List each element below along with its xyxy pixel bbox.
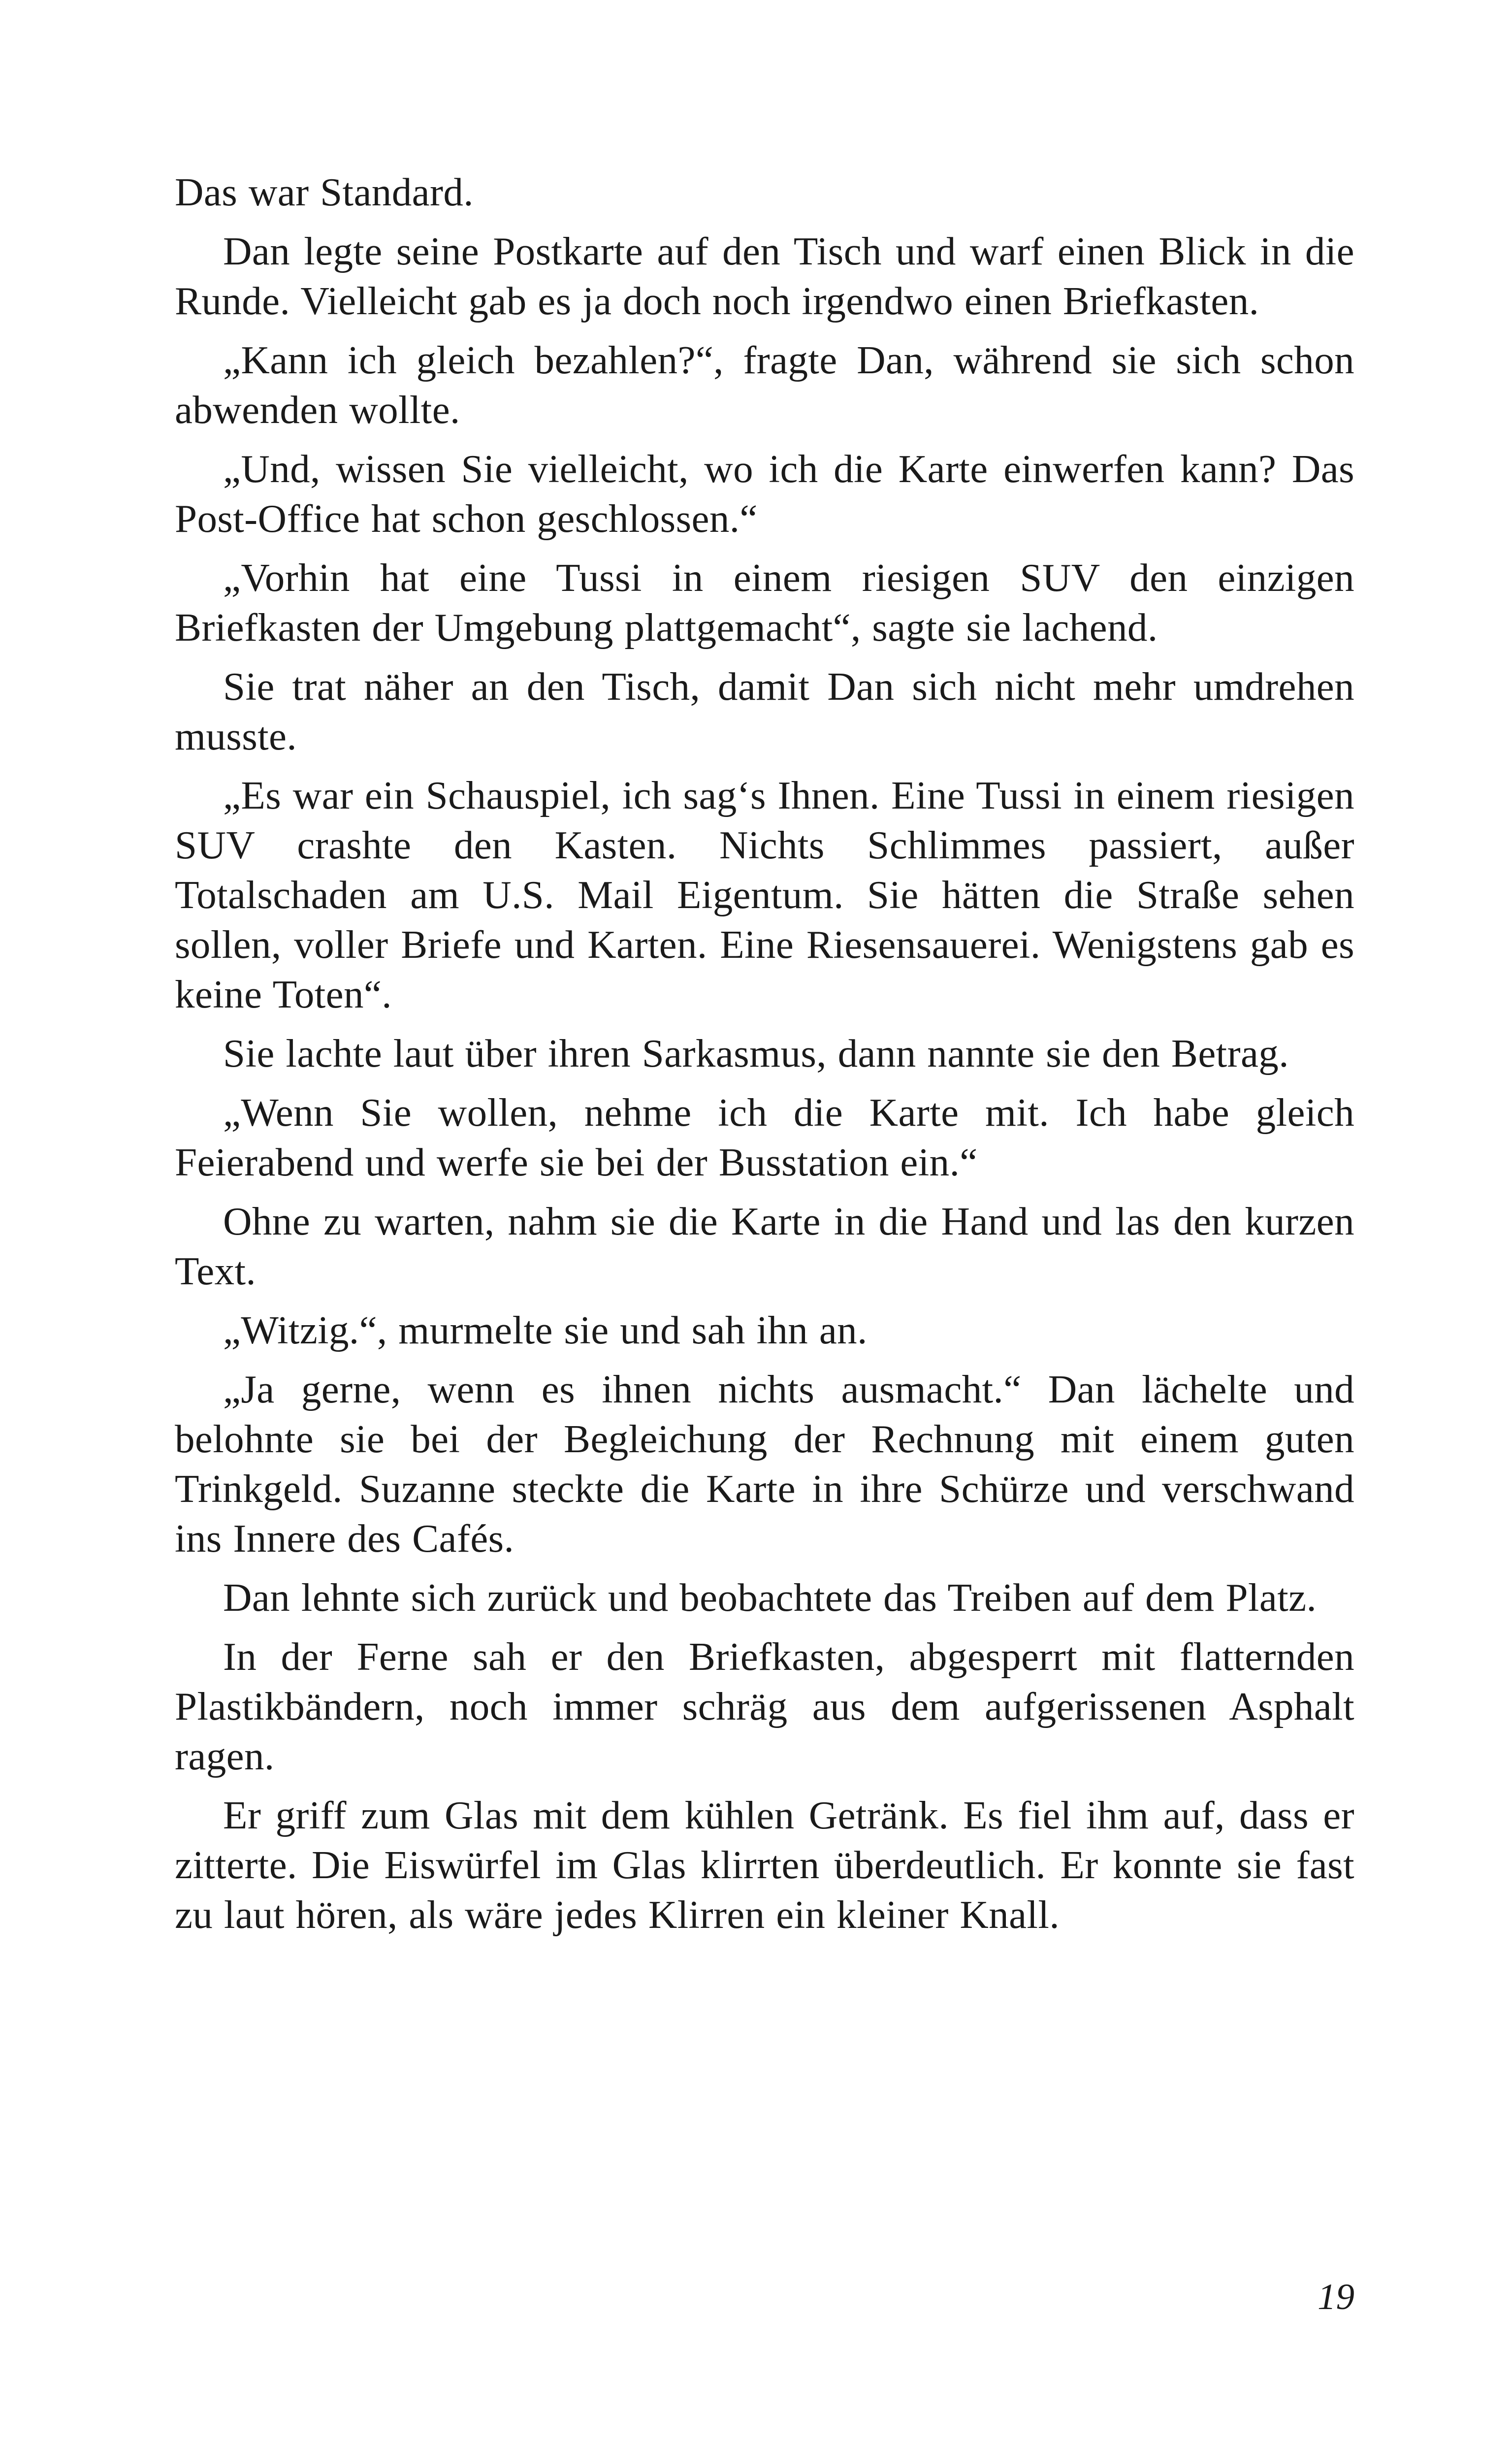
paragraph: Sie lachte laut über ihren Sarkasmus, dann nannte sie den Betrag. xyxy=(223,1031,1289,1075)
paragraph: „Vorhin hat eine Tussi in einem riesigen SUV den einzigen Briefkasten der Umgebung plattgemacht“, sagte sie lachend. xyxy=(175,555,1354,650)
paragraph: Dan legte seine Postkarte auf den Tisch und warf einen Blick in die Runde. Vielleicht gab es ja doch noch irgendwo einen Briefkasten. xyxy=(175,229,1354,323)
paragraph: Dan lehnte sich zurück und beobachtete das Treiben auf dem Platz. xyxy=(223,1575,1317,1620)
paragraph: In der Ferne sah er den Briefkasten, abgesperrt mit flatternden Plastikbändern, noch immer schräg aus dem aufgerissenen Asphalt ragen. xyxy=(175,1634,1354,1778)
paragraph: „Ja gerne, wenn es ihnen nichts ausmacht.“ Dan lächelte und belohnte sie bei der Begleichung der Rechnung mit einem guten Trinkgeld. Suzanne steckte die Karte in ihre Schürze und verschwand ins Innere des Cafés. xyxy=(175,1367,1354,1561)
paragraph: „Witzig.“, murmelte sie und sah ihn an. xyxy=(223,1308,868,1352)
page-body xyxy=(175,167,1354,1949)
paragraph: Das war Standard. xyxy=(175,170,474,214)
paragraph: Sie trat näher an den Tisch, damit Dan sich nicht mehr umdrehen musste. xyxy=(175,664,1354,758)
paragraph: „Und, wissen Sie vielleicht, wo ich die Karte einwerfen kann? Das Post-Office hat schon geschlossen.“ xyxy=(175,447,1354,541)
paragraph: „Es war ein Schauspiel, ich sag‘s Ihnen. Eine Tussi in einem riesigen SUV crashte den Kasten. Nichts Schlimmes passiert, außer Totalschaden am U.S. Mail Eigentum. Sie hätten die Straße sehen sollen, voller Briefe und Karten. Eine Riesensauerei. Wenigstens gab es keine Toten“. xyxy=(175,773,1354,1016)
paragraph: Ohne zu warten, nahm sie die Karte in die Hand und las den kurzen Text. xyxy=(175,1199,1354,1293)
paragraph: Er griff zum Glas mit dem kühlen Getränk. Es fiel ihm auf, dass er zitterte. Die Eiswürfel im Glas klirrten überdeutlich. Er konnte sie fast zu laut hören, als wäre jedes Klirren ein kleiner Knall. xyxy=(175,1793,1354,1937)
page-number: 19 xyxy=(1318,2277,1354,2317)
paragraph: „Wenn Sie wollen, nehme ich die Karte mit. Ich habe gleich Feierabend und werfe sie bei der Busstation ein.“ xyxy=(175,1090,1354,1184)
paragraph: „Kann ich gleich bezahlen?“, fragte Dan, während sie sich schon abwenden wollte. xyxy=(175,338,1354,432)
